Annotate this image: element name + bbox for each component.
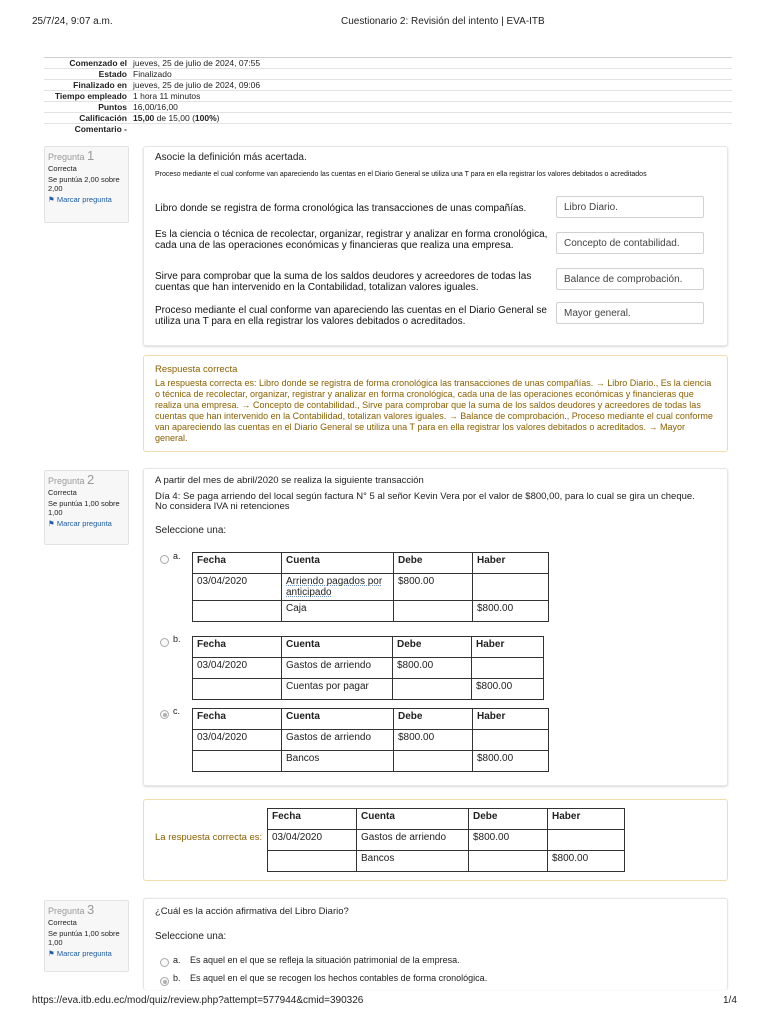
- feedback-title: Respuesta correcta: [155, 364, 238, 375]
- question-subprompt: Proceso mediante el cual conforme van apareciendo las cuentas en el Diario General se utiliza una T para en ella registrar los valores debitados o acreditados: [155, 171, 647, 178]
- feedback-panel-1: [143, 355, 728, 452]
- summary-value: 1 hora 11 minutos: [130, 91, 732, 102]
- option-letter: b.: [173, 634, 181, 644]
- question-score: Se puntúa 1,00 sobre 1,00: [48, 499, 120, 517]
- question-number: Pregunta 1: [48, 148, 95, 163]
- attempt-summary-table: [44, 57, 732, 134]
- option-radio-a[interactable]: [160, 958, 169, 967]
- flag-icon: ⚑: [48, 949, 55, 958]
- summary-row: [44, 80, 732, 91]
- table-row: [268, 851, 625, 872]
- summary-value: [130, 113, 732, 124]
- table-cell: Cuentas por pagar: [282, 679, 393, 700]
- summary-row: [44, 113, 732, 124]
- question-state: Correcta: [48, 488, 77, 497]
- summary-value: Finalizado: [130, 69, 732, 80]
- flag-question-link[interactable]: ⚑ Marcar pregunta: [48, 195, 112, 204]
- col-debe: Debe: [393, 637, 472, 658]
- col-cuenta: Cuenta: [282, 637, 393, 658]
- table-cell: [394, 751, 473, 772]
- table-cell: [268, 851, 357, 872]
- table-cell: [393, 679, 472, 700]
- table-cell: [394, 601, 473, 622]
- summary-value: [130, 124, 732, 135]
- summary-value: jueves, 25 de julio de 2024, 07:55: [130, 58, 732, 69]
- grade-end: ): [216, 113, 220, 123]
- question-info-1: [44, 146, 129, 223]
- table-cell: [193, 679, 282, 700]
- table-cell: Gastos de arriendo: [357, 830, 469, 851]
- table-row: [193, 658, 544, 679]
- question-number: Pregunta 2: [48, 472, 95, 487]
- table-cell: [473, 730, 549, 751]
- table-row: [193, 679, 544, 700]
- summary-key: Comentario -: [44, 124, 130, 135]
- match-answer-select[interactable]: Concepto de contabilidad.: [556, 232, 704, 254]
- option-radio-b[interactable]: [160, 638, 169, 647]
- table-cell: $800.00: [548, 851, 625, 872]
- option-radio-c[interactable]: [160, 710, 169, 719]
- table-cell: $800.00: [469, 830, 548, 851]
- flag-question-link[interactable]: ⚑ Marcar pregunta: [48, 519, 112, 528]
- question-detail: No considera IVA ni retenciones: [155, 501, 290, 512]
- option-letter: a.: [173, 551, 181, 561]
- table-cell: [548, 830, 625, 851]
- table-cell: [472, 658, 544, 679]
- col-fecha: Fecha: [193, 637, 282, 658]
- col-haber: Haber: [548, 809, 625, 830]
- table-cell: $800.00: [473, 601, 549, 622]
- question-score: Se puntúa 1,00 sobre 1,00: [48, 929, 120, 947]
- journal-table-option-b: [192, 636, 544, 700]
- flag-icon: ⚑: [48, 519, 55, 528]
- summary-value: 16,00/16,00: [130, 102, 732, 113]
- question-prompt: Asocie la definición más acertada.: [155, 152, 307, 163]
- summary-key: Calificación: [44, 113, 130, 124]
- col-debe: Debe: [394, 553, 473, 574]
- summary-key: Tiempo empleado: [44, 91, 130, 102]
- table-header-row: [193, 553, 549, 574]
- select-one-label: Seleccione una:: [155, 525, 227, 536]
- print-title: Cuestionario 2: Revisión del intento | EVA-ITB: [341, 16, 545, 27]
- table-cell: 03/04/2020: [193, 574, 282, 601]
- table-row: [193, 751, 549, 772]
- summary-key: Estado: [44, 69, 130, 80]
- col-fecha: Fecha: [193, 553, 282, 574]
- table-row: [193, 730, 549, 751]
- table-cell: Gastos de arriendo: [282, 658, 393, 679]
- option-text: Es aquel en el que se refleja la situación patrimonial de la empresa.: [190, 955, 460, 965]
- table-cell: 03/04/2020: [268, 830, 357, 851]
- table-cell: Caja: [282, 601, 394, 622]
- col-haber: Haber: [473, 709, 549, 730]
- summary-value: jueves, 25 de julio de 2024, 09:06: [130, 80, 732, 91]
- summary-key: Finalizado en: [44, 80, 130, 91]
- question-number: Pregunta 3: [48, 902, 95, 917]
- grade-value: 15,00: [133, 113, 155, 123]
- summary-key: Puntos: [44, 102, 130, 113]
- table-cell: 03/04/2020: [193, 658, 282, 679]
- table-cell: Bancos: [357, 851, 469, 872]
- col-debe: Debe: [469, 809, 548, 830]
- table-cell: 03/04/2020: [193, 730, 282, 751]
- summary-key: Comenzado el: [44, 58, 130, 69]
- question-detail: Día 4: Se paga arriendo del local según factura N° 5 al señor Kevin Vera por el valor de $800,00, para lo cual se gira un cheque.: [155, 491, 695, 502]
- feedback-text: La respuesta correcta es: Libro donde se registra de forma cronológica las transacciones de unas compañías. → Libro Diario., Es la ciencia o técnica de recolectar, organizar, registrar y analizar en forma cronológica, cada una de las operaciones económicas y financieras que realiza una empresa. → Concepto de contabilidad., Sirve para comprobar que la suma de los saldos deudores y acreedores de todas las cuentas que han intervenido en la Contabilidad, totalizan valores iguales. → Balance de comprobación., Proceso mediante el cual conforme van apareciendo las cuentas en el Diario General se utiliza una T para en ella registrar los valores debitados o acreditados. → Mayor general.: [155, 378, 713, 443]
- col-fecha: Fecha: [193, 709, 282, 730]
- journal-table-option-a: [192, 552, 549, 622]
- table-cell: Gastos de arriendo: [282, 730, 394, 751]
- col-cuenta: Cuenta: [357, 809, 469, 830]
- print-datetime: 25/7/24, 9:07 a.m.: [32, 16, 113, 27]
- option-letter: b.: [173, 973, 181, 983]
- summary-row: [44, 58, 732, 69]
- table-cell: [469, 851, 548, 872]
- question-info-2: [44, 470, 129, 545]
- journal-table-option-c: [192, 708, 549, 772]
- match-item-text: Proceso mediante el cual conforme van apareciendo las cuentas en el Diario General se utiliza una T para en ella registrar los valores debitados o acreditados.: [155, 305, 547, 327]
- col-haber: Haber: [473, 553, 549, 574]
- table-cell: [193, 751, 282, 772]
- question-prompt: ¿Cuál es la acción afirmativa del Libro Diario?: [155, 906, 349, 917]
- flag-icon: ⚑: [48, 195, 55, 204]
- col-fecha: Fecha: [268, 809, 357, 830]
- select-one-label: Seleccione una:: [155, 931, 227, 942]
- option-letter: a.: [173, 955, 181, 965]
- summary-row: [44, 102, 732, 113]
- table-header-row: [268, 809, 625, 830]
- match-answer-select[interactable]: Mayor general.: [556, 302, 704, 324]
- table-cell: [193, 601, 282, 622]
- table-cell: $800.00: [394, 574, 473, 601]
- col-debe: Debe: [394, 709, 473, 730]
- match-item-text: Es la ciencia o técnica de recolectar, organizar, registrar y analizar en forma cronológica, cada una de las operaciones económicas y financieras que realiza una empresa.: [155, 229, 548, 251]
- question-state: Correcta: [48, 918, 77, 927]
- col-cuenta: Cuenta: [282, 709, 394, 730]
- option-text: Es aquel en el que se recogen los hechos contables de forma cronológica.: [190, 973, 488, 983]
- table-cell: Bancos: [282, 751, 394, 772]
- option-letter: c.: [173, 706, 181, 716]
- table-row: [193, 601, 549, 622]
- table-cell: $800.00: [473, 751, 549, 772]
- match-item-text: Libro donde se registra de forma cronológica las transacciones de unas compañías.: [155, 203, 527, 214]
- table-cell: $800.00: [394, 730, 473, 751]
- table-cell: $800.00: [472, 679, 544, 700]
- question-state: Correcta: [48, 164, 77, 173]
- option-radio-b[interactable]: [160, 977, 169, 986]
- table-header-row: [193, 709, 549, 730]
- match-item-text: Sirve para comprobar que la suma de los saldos deudores y acreedores de todas las cuentas que han intervenido en la Contabilidad, totalizan valores iguales.: [155, 271, 532, 293]
- flag-question-link[interactable]: ⚑ Marcar pregunta: [48, 949, 112, 958]
- option-radio-a[interactable]: [160, 555, 169, 564]
- print-url: https://eva.itb.edu.ec/mod/quiz/review.php?attempt=577944&cmid=390326: [32, 995, 364, 1006]
- question-score: Se puntúa 2,00 sobre 2,00: [48, 175, 120, 193]
- table-cell: [473, 574, 549, 601]
- table-cell: $800.00: [393, 658, 472, 679]
- match-answer-select[interactable]: Libro Diario.: [556, 196, 704, 218]
- print-page-number: 1/4: [723, 995, 737, 1006]
- table-row: [268, 830, 625, 851]
- table-header-row: [193, 637, 544, 658]
- match-answer-select[interactable]: Balance de comprobación.: [556, 268, 704, 290]
- feedback-label: La respuesta correcta es:: [155, 832, 263, 843]
- journal-table-correct: [267, 808, 625, 872]
- grade-mid: de 15,00 (: [154, 113, 195, 123]
- summary-row: [44, 124, 732, 135]
- col-cuenta: Cuenta: [282, 553, 394, 574]
- question-prompt: A partir del mes de abril/2020 se realiza la siguiente transacción: [155, 475, 424, 486]
- question-info-3: [44, 900, 129, 972]
- table-row: [193, 574, 549, 601]
- summary-row: [44, 91, 732, 102]
- table-cell: Arriendo pagados por anticipado: [282, 574, 394, 601]
- grade-percent: 100%: [194, 113, 217, 123]
- summary-row: [44, 69, 732, 80]
- col-haber: Haber: [472, 637, 544, 658]
